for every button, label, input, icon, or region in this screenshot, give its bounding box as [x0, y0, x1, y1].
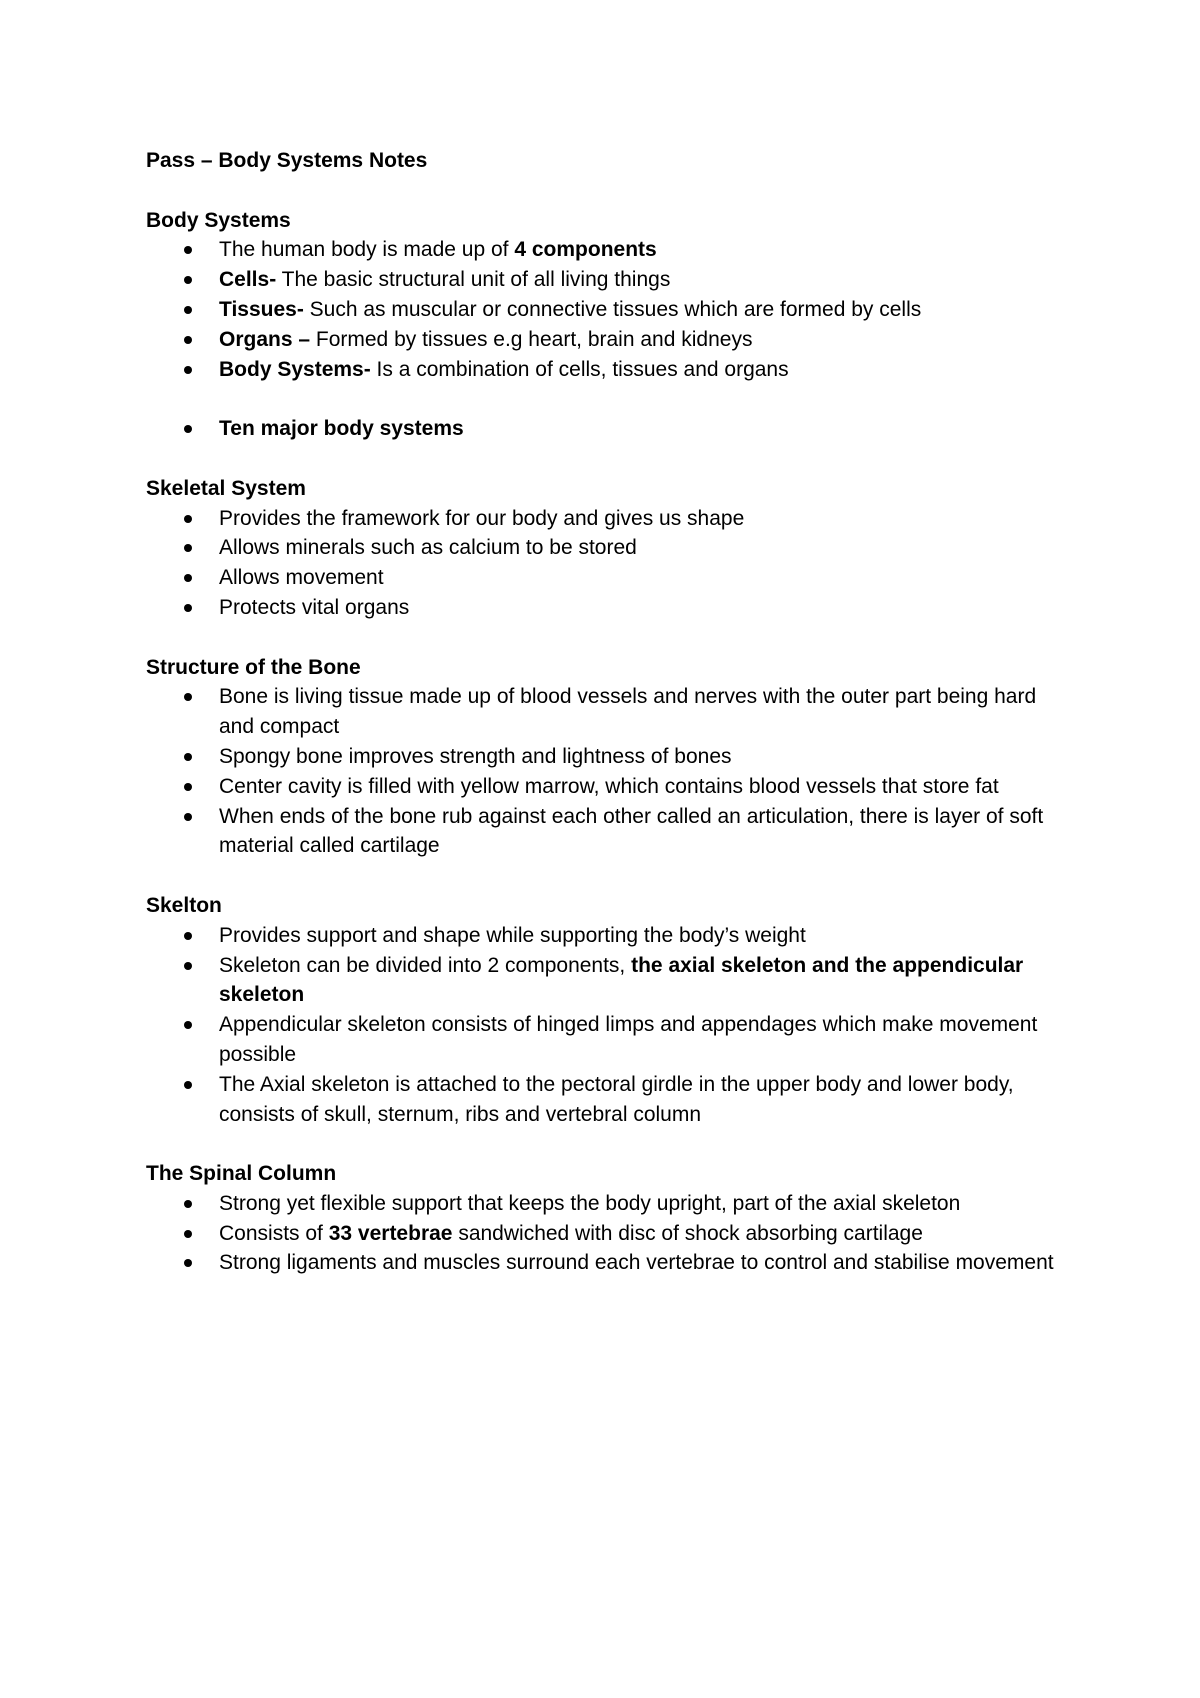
list-item: Body Systems- Is a combination of cells, tissues and organs [146, 355, 1066, 385]
list-item: Skeleton can be divided into 2 components, the axial skeleton and the appendicular skeleton [146, 951, 1066, 1011]
list-item: Strong ligaments and muscles surround each vertebrae to control and stabilise movement [146, 1248, 1066, 1278]
list-item: Allows minerals such as calcium to be stored [146, 533, 1066, 563]
list-item: The Axial skeleton is attached to the pectoral girdle in the upper body and lower body, consists of skull, sternum, ribs and vertebral column [146, 1070, 1066, 1130]
section-heading-structure-of-bone: Structure of the Bone [146, 655, 361, 679]
section-heading-spinal-column: The Spinal Column [146, 1162, 337, 1186]
list-item: Tissues- Such as muscular or connective tissues which are formed by cells [146, 295, 1066, 325]
list-item: Organs – Formed by tissues e.g heart, brain and kidneys [146, 325, 1066, 355]
list-item: The human body is made up of 4 components [146, 235, 1066, 265]
section-heading-body-systems: Body Systems [146, 208, 291, 232]
list-item: Allows movement [146, 563, 1066, 593]
list-item: When ends of the bone rub against each other called an articulation, there is layer of soft material called cartilage [146, 802, 1066, 862]
skeletal-system-list [146, 504, 1066, 623]
section-heading-skelton: Skelton [146, 893, 222, 917]
list-item: Appendicular skeleton consists of hinged limps and appendages which make movement possible [146, 1010, 1066, 1070]
list-item: Ten major body systems [146, 414, 1066, 444]
document-title: Pass – Body Systems Notes [146, 149, 428, 172]
list-item: Center cavity is filled with yellow marrow, which contains blood vessels that store fat [146, 772, 1066, 802]
structure-of-bone-list [146, 682, 1066, 861]
list-item: Provides support and shape while supporting the body’s weight [146, 921, 1066, 951]
list-item: Bone is living tissue made up of blood vessels and nerves with the outer part being hard and compact [146, 682, 1066, 742]
list-item: Provides the framework for our body and gives us shape [146, 504, 1066, 534]
list-item: Protects vital organs [146, 593, 1066, 623]
spinal-column-list [146, 1189, 1066, 1278]
list-item: Spongy bone improves strength and lightness of bones [146, 742, 1066, 772]
list-item: Strong yet flexible support that keeps the body upright, part of the axial skeleton [146, 1189, 1066, 1219]
section-heading-skeletal-system: Skeletal System [146, 476, 306, 500]
document-page [146, 146, 1066, 1278]
list-item: Cells- The basic structural unit of all living things [146, 265, 1066, 295]
body-systems-extra-list [146, 414, 1066, 444]
skelton-list [146, 921, 1066, 1130]
body-systems-list [146, 235, 1066, 384]
list-item: Consists of 33 vertebrae sandwiched with disc of shock absorbing cartilage [146, 1219, 1066, 1249]
